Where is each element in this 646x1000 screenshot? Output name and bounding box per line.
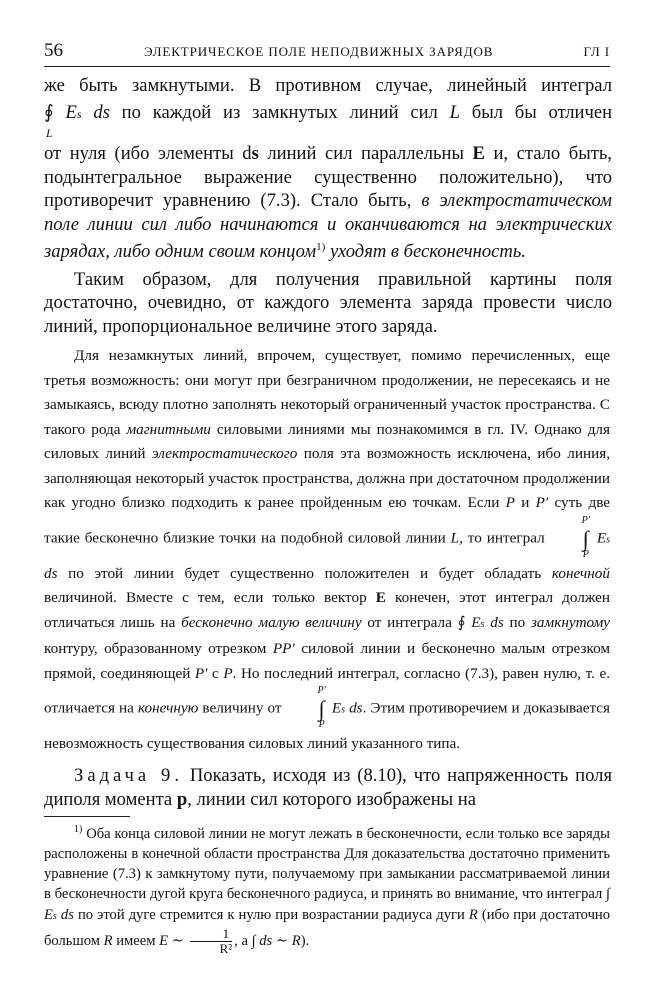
task-9: Задача 9. Показать, исходя из (8.10), что напряженность поля диполя момента p, линии сил которого изображены на [44, 765, 612, 810]
integral-lower-limit: L [46, 126, 53, 140]
footnote-rule [44, 816, 130, 817]
small-print-block [44, 344, 610, 757]
running-title: ЭЛЕКТРИЧЕСКОЕ ПОЛЕ НЕПОДВИЖНЫХ ЗАРЯДОВ [144, 44, 494, 59]
task-label: Задача 9. [74, 765, 183, 786]
fraction-1-over-r2: $\frac{1}{\text{R²}}$ [190, 927, 233, 957]
line-4: от нуля (ибо элементы ds линий сил параллельны E и, стало быть, подынтегральное выражение существенно положительно), что противоречит уравнению (7.3). Стало быть, в электростатическом поле линии сил либо начинаются и оканчиваются на электрических зарядах, либо одним своим концом$^{1)}$ уходят в бесконечность. [44, 143, 612, 263]
line-2: ∮ Es ds по каждой из замкнутых линий сил L был бы отличен [44, 101, 613, 123]
integral-p-to-p-prime-2: P′ ∫ P [317, 685, 326, 730]
page-number: 56 [44, 40, 63, 61]
integral-p-to-p-prime: P′ ∫ P [581, 514, 590, 560]
chapter-label: ГЛ I [583, 44, 610, 59]
line-1: же быть замкнутыми. В противном случае, линейный интеграл [44, 75, 612, 96]
main-paragraph-1 [44, 74, 612, 338]
main-paragraph-2: Таким образом, для получения правильной картины поля достаточно, очевидно, от каждого элемента заряда провести число линий, пропорциональное величине этого заряда. [44, 268, 612, 337]
page-header [44, 36, 610, 67]
footnote: $^{1)}$ Оба конца силовой линии не могут лежать в бесконечности, если только все заряды расположены в конечной области пространства Для доказательства достаточно применить уравнение (7.3) к замкнутому пути, получаемому при замыкании рассматриваемой линии в бесконечности дугой круга бесконечного радиуса, и принять во внимание, что интеграл ∫ Es ds по этой дуге стремится к нулю при возрастании радиуса дуги R (ибо при достаточно большом R имеем E ∼ $\frac{1}{\text{R²}}$ , а ∫ ds ∼ R). [44, 824, 611, 957]
small-para: Для незамкнутых линий, впрочем, существует, помимо перечисленных, еще третья возможность: они могут при безграничном продолжении, не пересекаясь и не замыкаясь, всюду плотно заполнять некоторый ограниченный участок пространства. С такого рода магнитными силовыми линиями мы познакомимся в гл. IV. Однако для силовых линий электростатического поля эта возможность исключена, ибо линия, заполняющая некоторый участок пространства, должна при достаточном продолжении как угодно близко подходить к ранее пройденным ею точкам. Если P и P′ суть две такие бесконечно близкие точки на подобной силовой линии L, то интеграл P′ ∫ P Es ds по этой линии будет существенно положителен и будет обладать конечной величиной. Вместе с тем, если только вектор E конечен, этот интеграл должен отличаться лишь на бесконечно малую величину от интеграла ∮ Es ds по замкнутому контуру, образованному отрезком PP′ силовой линии и бесконечно малым отрезком прямой, соединяющей P′ с P. Но последний интеграл, согласно (7.3), равен нулю, т. е. отличается на конечную величину от P′ ∫ P Es ds. Этим противоречием и доказывается невозможность существования силовых линий указанного типа. [44, 347, 611, 752]
footnote-mark: 1) [74, 824, 83, 835]
